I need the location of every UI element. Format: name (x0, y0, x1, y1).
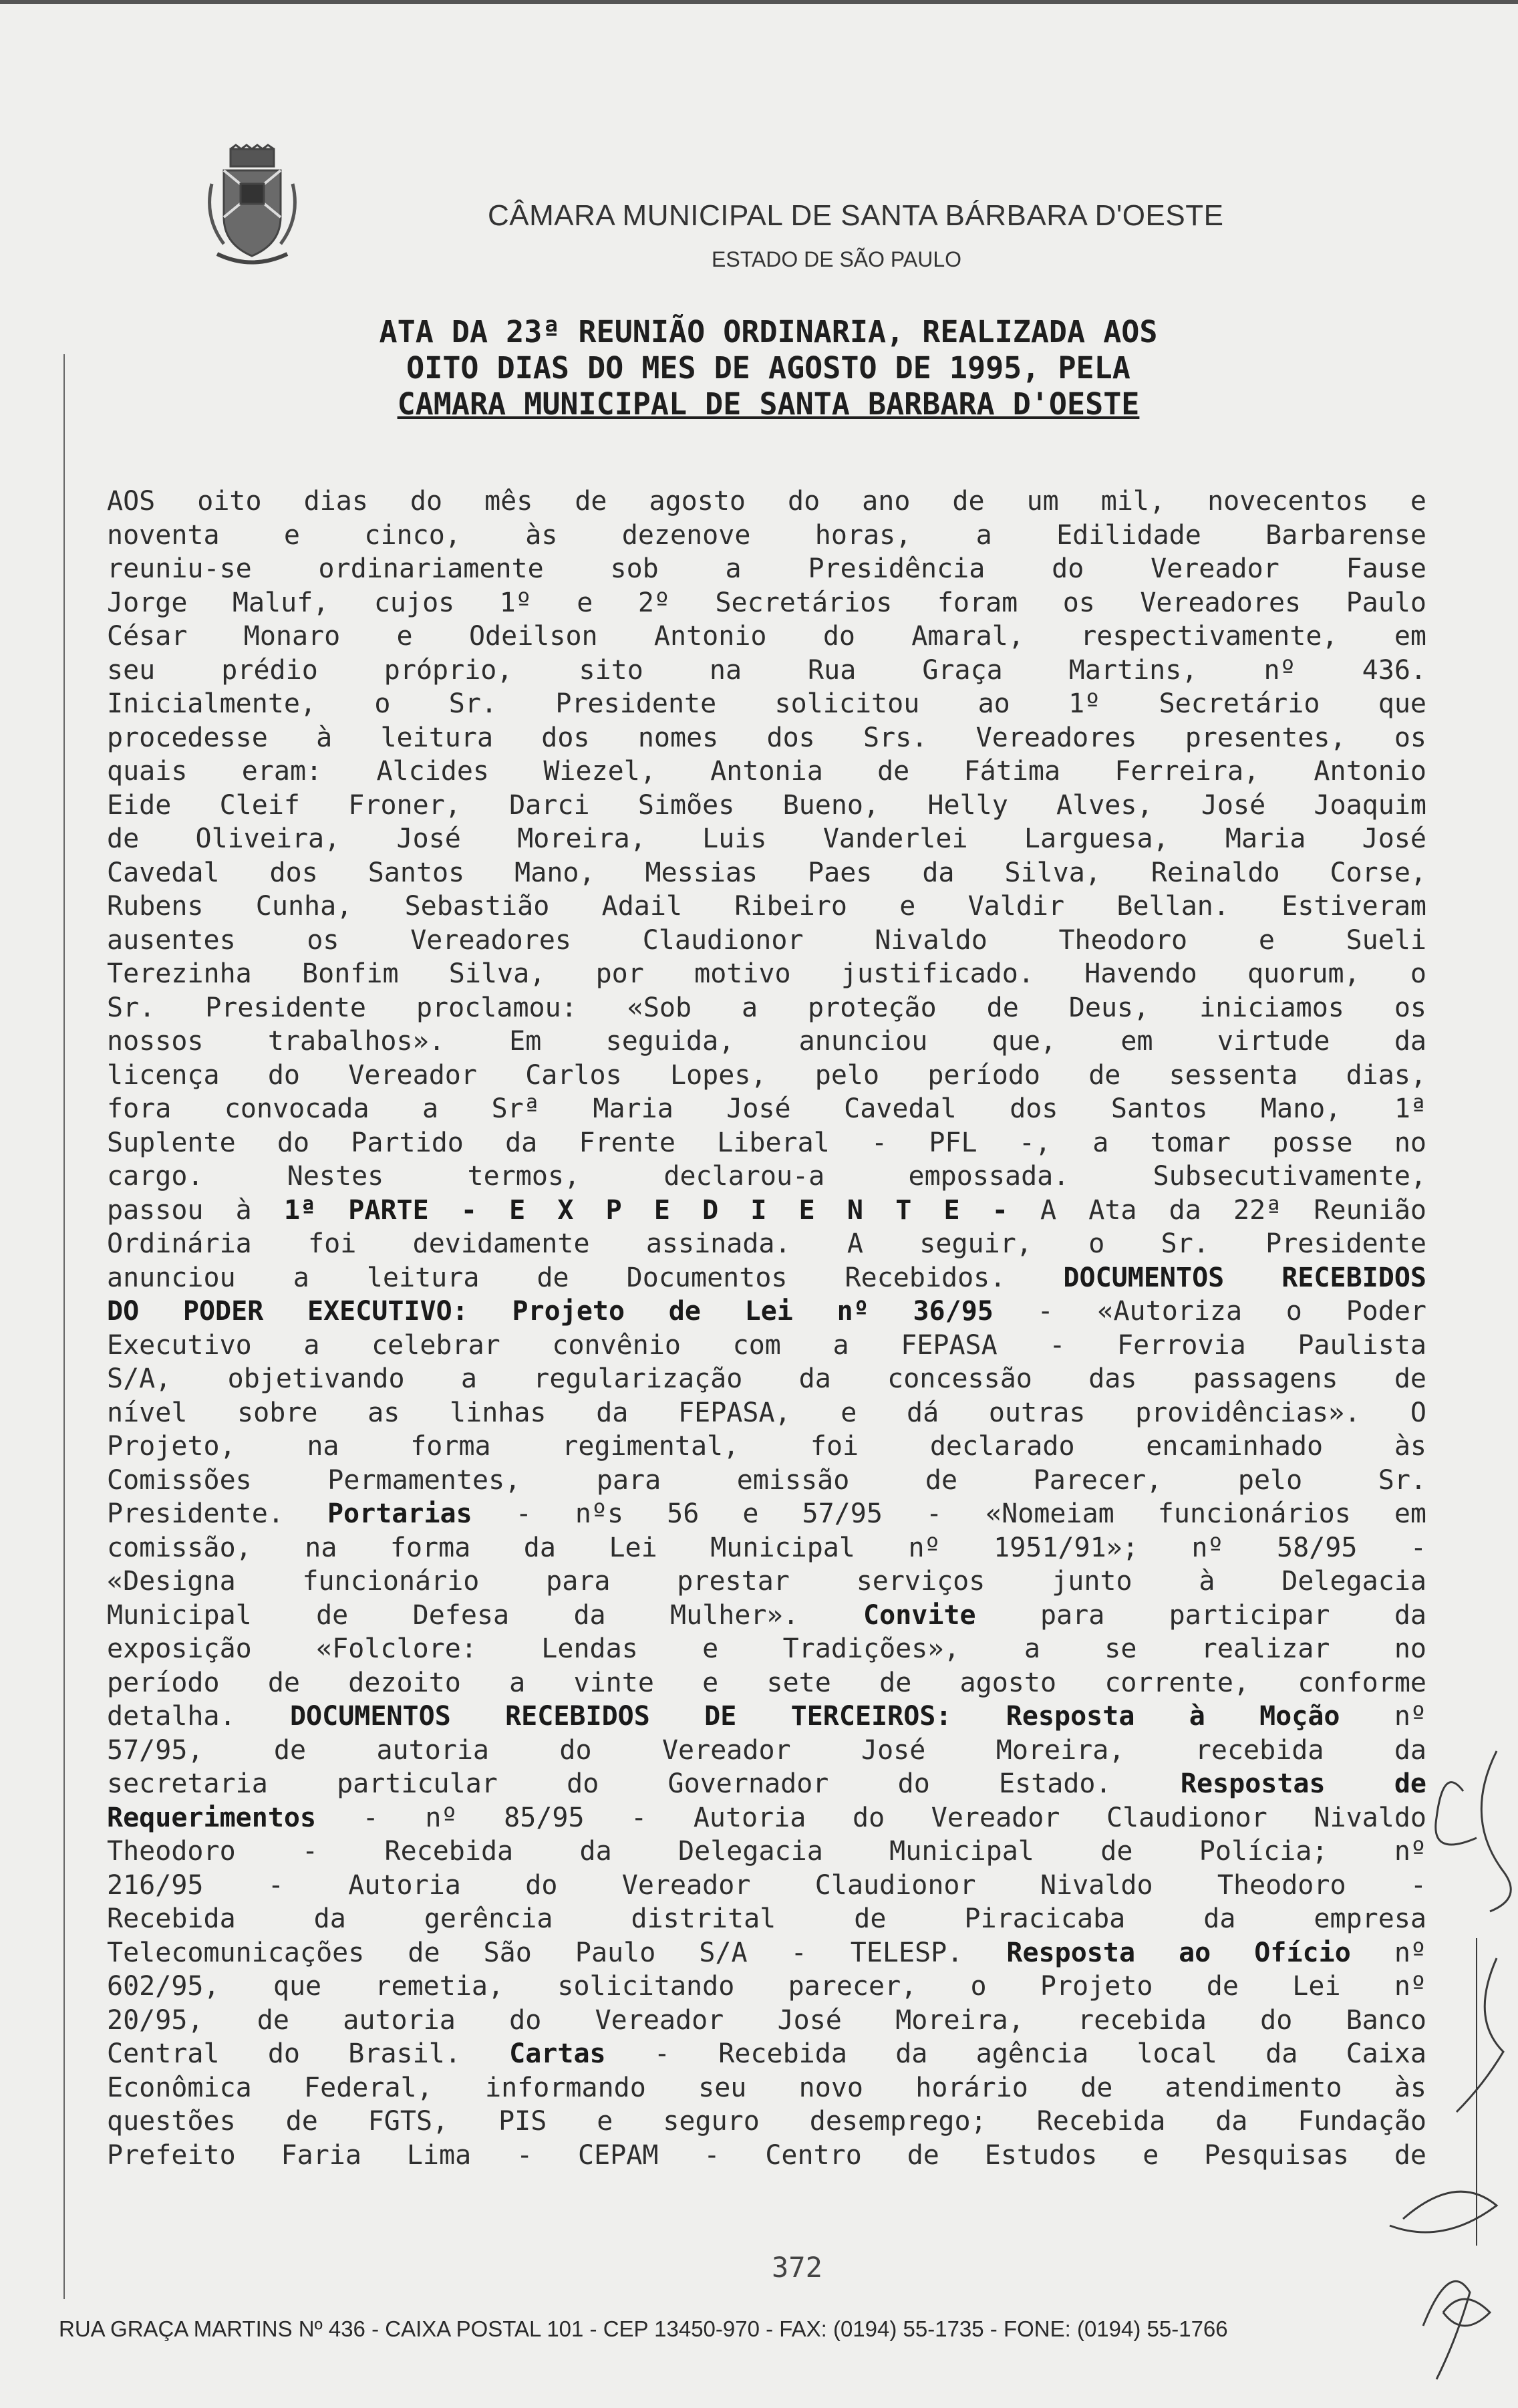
body-line (107, 1767, 1426, 1801)
body-line (107, 1936, 1426, 1970)
body-text-run: Suplente do Partido da Frente Liberal - PFL -, a tomar posse no (107, 1127, 1426, 1158)
body-text-run: quais eram: Alcides Wiezel, Antonia de Fátima Ferreira, Antonio (107, 756, 1426, 787)
body-line (107, 856, 1426, 890)
body-line (107, 485, 1426, 519)
bold-heading: Convite (863, 1599, 976, 1631)
body-line (107, 721, 1426, 755)
body-text-run: Cavedal dos Santos Mano, Messias Paes da Silva, Reinaldo Corse, (107, 857, 1426, 888)
title-line-1: ATA DA 23ª REUNIÃO ORDINARIA, REALIZADA AOS (379, 314, 1158, 350)
body-line (107, 552, 1426, 586)
body-line (107, 1700, 1426, 1734)
bold-heading: Portarias (327, 1498, 472, 1529)
body-line (107, 1835, 1426, 1869)
body-line (107, 1194, 1426, 1228)
body-line (107, 957, 1426, 991)
body-text-run: nível sobre as linhas da FEPASA, e dá outras providências». O (107, 1397, 1426, 1428)
body-line (107, 1801, 1426, 1835)
body-text-run: noventa e cinco, às dezenove horas, a Edilidade Barbarense (107, 519, 1426, 551)
margin-rule (63, 354, 65, 2299)
body-text-run: passou à (107, 1194, 284, 1226)
handwritten-signature (1363, 1738, 1518, 2406)
body-line (107, 2139, 1426, 2173)
body-text-run: Telecomunicações de São Paulo S/A - TELESP. (107, 1937, 1007, 1968)
institution-name: CÂMARA MUNICIPAL DE SANTA BÁRBARA D'OESTE (488, 199, 1224, 232)
body-line (107, 519, 1426, 553)
body-text-run: nº (1350, 1937, 1427, 1968)
bold-heading: Respostas de (1180, 1768, 1427, 1799)
body-text-run: Inicialmente, o Sr. Presidente solicitou ao 1º Secretário que (107, 688, 1426, 719)
body-text-run: Sr. Presidente proclamou: «Sob a proteção de Deus, iniciamos os (107, 992, 1426, 1023)
body-line (107, 1666, 1426, 1700)
body-text-run: - nºs 56 e 57/95 - «Nomeiam funcionários em (472, 1498, 1427, 1529)
body-line (107, 1565, 1426, 1599)
body-text-run: Central do Brasil. (107, 2038, 510, 2069)
body-text-run: «Designa funcionário para prestar serviços junto à Delegacia (107, 1566, 1426, 1597)
bold-heading: DO PODER EXECUTIVO: Projeto de Lei nº 36/95 (107, 1296, 994, 1327)
page-edge (0, 0, 1518, 4)
body-line (107, 1126, 1426, 1160)
body-line (107, 789, 1426, 823)
body-text-run: 57/95, de autoria do Vereador José Moreira, recebida da (107, 1734, 1426, 1766)
body-text-run: Econômica Federal, informando seu novo horário de atendimento às (107, 2072, 1426, 2103)
body-text-run: S/A, objetivando a regularização da concessão das passagens de (107, 1363, 1426, 1394)
body-line (107, 1734, 1426, 1768)
bold-heading: Cartas (509, 2038, 606, 2069)
body-text-run: seu prédio próprio, sito na Rua Graça Martins, nº 436. (107, 654, 1426, 686)
body-line (107, 654, 1426, 688)
body-text-run: Jorge Maluf, cujos 1º e 2º Secretários foram os Vereadores Paulo (107, 587, 1426, 618)
body-text-run: de Oliveira, José Moreira, Luis Vanderlei Larguesa, Maria José (107, 823, 1426, 854)
bold-heading: Resposta ao Ofício (1006, 1937, 1351, 1968)
title-line-2: OITO DIAS DO MES DE AGOSTO DE 1995, PELA (406, 350, 1130, 386)
body-text-run: César Monaro e Odeilson Antonio do Amaral, respectivamente, em (107, 621, 1426, 652)
body-line (107, 1869, 1426, 1903)
body-line (107, 924, 1426, 958)
minutes-title (327, 314, 1209, 422)
body-line (107, 620, 1426, 654)
body-text-run: nº (1340, 1701, 1426, 1732)
body-line (107, 1261, 1426, 1295)
body-line (107, 1025, 1426, 1059)
body-line (107, 2071, 1426, 2105)
body-text-run: secretaria particular do Governador do Estado. (107, 1768, 1181, 1799)
minutes-body (107, 485, 1426, 2172)
body-text-run: 20/95, de autoria do Vereador José Moreira, recebida do Banco (107, 2004, 1426, 2036)
body-line (107, 1464, 1426, 1498)
body-text-run: licença do Vereador Carlos Lopes, pelo período de sessenta dias, (107, 1059, 1426, 1091)
body-line (107, 586, 1426, 620)
body-line (107, 1599, 1426, 1633)
body-text-run: Theodoro - Recebida da Delegacia Municipal de Polícia; nº (107, 1836, 1426, 1867)
body-line (107, 1396, 1426, 1430)
body-text-run: anunciou a leitura de Documentos Recebidos. (107, 1262, 1064, 1293)
body-text-run: Projeto, na forma regimental, foi declarado encaminhado às (107, 1431, 1426, 1462)
bold-heading: DOCUMENTOS RECEBIDOS (1063, 1262, 1427, 1293)
body-line (107, 1295, 1426, 1329)
body-line (107, 1970, 1426, 2004)
body-line (107, 1497, 1426, 1531)
body-text-run: 216/95 - Autoria do Vereador Claudionor Nivaldo Theodoro - (107, 1869, 1426, 1901)
page-number: 372 (772, 2251, 822, 2284)
body-text-run: reuniu-se ordinariamente sob a Presidência do Vereador Fause (107, 553, 1426, 584)
body-line (107, 2105, 1426, 2139)
body-text-run: questões de FGTS, PIS e seguro desemprego; Recebida da Fundação (107, 2106, 1426, 2137)
body-text-run: período de dezoito a vinte e sete de agosto corrente, conforme (107, 1667, 1426, 1698)
body-text-run: Prefeito Faria Lima - CEPAM - Centro de Estudos e Pesquisas de (107, 2139, 1426, 2171)
body-text-run: Rubens Cunha, Sebastião Adail Ribeiro e Valdir Bellan. Estiveram (107, 891, 1426, 922)
body-text-run: para participar da (975, 1599, 1427, 1631)
body-text-run: - nº 85/95 - Autoria do Vereador Claudionor Nivaldo (316, 1802, 1426, 1833)
bold-heading: 1ª PARTE - E X P E D I E N T E - (283, 1194, 1008, 1226)
title-line-3: CAMARA MUNICIPAL DE SANTA BARBARA D'OESTE (397, 386, 1140, 422)
body-text-run: AOS oito dias do mês de agosto do ano de um mil, novecentos e (107, 486, 1426, 517)
body-line (107, 822, 1426, 856)
body-line (107, 1092, 1426, 1126)
body-text-run: exposição «Folclore: Lendas e Tradições», a se realizar no (107, 1633, 1426, 1664)
body-text-run: A Ata da 22ª Reunião (1008, 1194, 1426, 1226)
body-text-run: Municipal de Defesa da Mulher». (107, 1599, 864, 1631)
body-line (107, 1902, 1426, 1936)
body-line (107, 991, 1426, 1025)
bold-heading: DOCUMENTOS RECEBIDOS DE TERCEIROS: Resposta à Moção (289, 1701, 1340, 1732)
state-name: ESTADO DE SÃO PAULO (712, 247, 962, 271)
body-text-run: Ordinária foi devidamente assinada. A seguir, o Sr. Presidente (107, 1228, 1426, 1259)
body-line (107, 1059, 1426, 1093)
body-text-run: - Recebida da agência local da Caixa (605, 2038, 1426, 2069)
body-line (107, 1531, 1426, 1565)
body-line (107, 2037, 1426, 2071)
bold-heading: Requerimentos (107, 1802, 317, 1833)
body-text-run: Presidente. (107, 1498, 327, 1529)
body-line (107, 1362, 1426, 1396)
body-line (107, 1632, 1426, 1666)
body-line (107, 755, 1426, 789)
body-line (107, 2004, 1426, 2038)
body-text-run: fora convocada a Srª Maria José Cavedal dos Santos Mano, 1ª (107, 1093, 1426, 1124)
body-text-run: Recebida da gerência distrital de Piracicaba da empresa (107, 1903, 1426, 1934)
body-text-run: Comissões Permamentes, para emissão de Parecer, pelo Sr. (107, 1464, 1426, 1496)
body-text-run: detalha. (107, 1701, 290, 1732)
body-line (107, 1227, 1426, 1261)
coat-of-arms-icon (204, 144, 301, 271)
body-text-run: 602/95, que remetia, solicitando parecer, o Projeto de Lei nº (107, 1971, 1426, 2002)
body-line (107, 1329, 1426, 1363)
body-text-run: Terezinha Bonfim Silva, por motivo justificado. Havendo quorum, o (107, 958, 1426, 989)
body-text-run: Executivo a celebrar convênio com a FEPASA - Ferrovia Paulista (107, 1329, 1426, 1361)
body-line (107, 1430, 1426, 1464)
footer-address: RUA GRAÇA MARTINS Nº 436 - CAIXA POSTAL 101 - CEP 13450-970 - FAX: (0194) 55-1735 - FONE: (0194) 55-1766 (59, 2316, 1228, 2341)
body-line (107, 1160, 1426, 1194)
body-line (107, 687, 1426, 721)
body-text-run: - «Autoriza o Poder (993, 1296, 1426, 1327)
body-text-run: cargo. Nestes termos, declarou-a empossada. Subsecutivamente, (107, 1161, 1426, 1192)
body-text-run: Eide Cleif Froner, Darci Simões Bueno, Helly Alves, José Joaquim (107, 789, 1426, 821)
body-text-run: procedesse à leitura dos nomes dos Srs. Vereadores presentes, os (107, 722, 1426, 753)
body-text-run: nossos trabalhos». Em seguida, anunciou que, em virtude da (107, 1026, 1426, 1057)
body-text-run: ausentes os Vereadores Claudionor Nivaldo Theodoro e Sueli (107, 924, 1426, 956)
body-line (107, 890, 1426, 924)
body-text-run: comissão, na forma da Lei Municipal nº 1951/91»; nº 58/95 - (107, 1532, 1426, 1563)
